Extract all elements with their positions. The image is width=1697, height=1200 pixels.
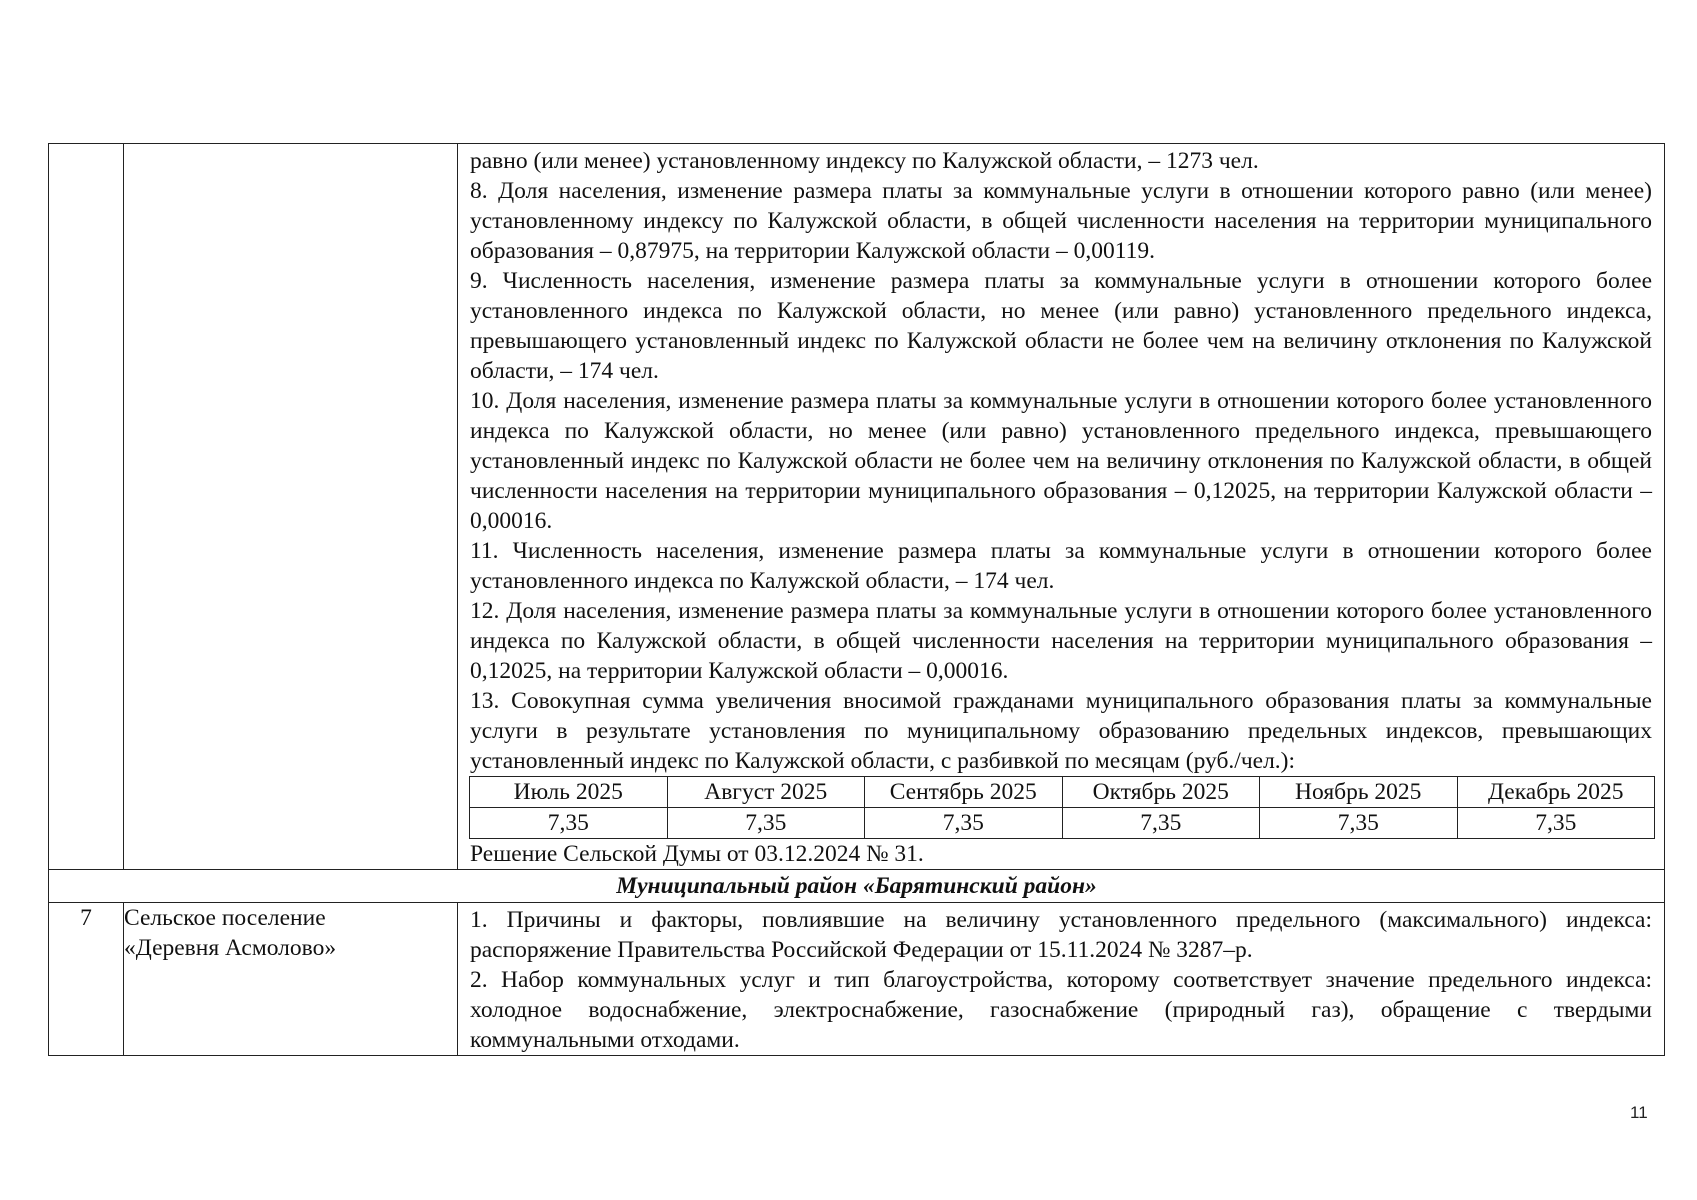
month-header: Август 2025 [667,777,865,808]
row-7-paragraph-2: 2. Набор коммунальных услуг и тип благоустройства, которому соответствует значение предельного индекса: холодное водоснабжение, электроснабжение, газоснабжение (природный газ), обращение с твердыми коммунальными отходами. [470,967,1652,1053]
month-value: 7,35 [865,808,1063,839]
continuation-row [49,144,1665,870]
paragraph-7-end: равно (или менее) установленному индексу по Калужской области, – 1273 чел. [470,148,1259,174]
month-header: Ноябрь 2025 [1260,777,1458,808]
row-7 [49,903,1665,1056]
municipality-name: «Деревня Асмолово» [124,935,337,961]
month-value: 7,35 [1062,808,1260,839]
paragraph-8: 8. Доля населения, изменение размера платы за коммунальные услуги в отношении которого равно (или менее) установленному индексу по Калужской области, в общей численности населения на территории муниципального образования – 0,87975, на территории Калужской области – 0,00119. [470,178,1652,264]
section-title: Муниципальный район «Барятинский район» [49,870,1665,903]
month-header: Июль 2025 [470,777,668,808]
month-value: 7,35 [470,808,668,839]
monthly-header-row [470,777,1655,808]
continuation-text [458,144,1664,869]
month-header: Декабрь 2025 [1457,777,1655,808]
paragraph-13: 13. Совокупная сумма увеличения вносимой гражданами муниципального образования платы за коммунальные услуги в результате установления по муниципальному образованию предельных индексов, превышающих установленный индекс по Калужской области, с разбивкой по месяцам (руб./чел.): [470,688,1652,774]
paragraph-9: 9. Численность населения, изменение размера платы за коммунальные услуги в отношении которого более установленного индекса по Калужской области, но менее (или равно) установленного предельного индекса, превышающего установленный индекс по Калужской области не более чем на величину отклонения по Калужской области, – 174 чел. [470,268,1652,384]
name-cell-empty [124,144,458,870]
row-7-text [458,903,1664,1055]
month-value: 7,35 [1260,808,1458,839]
number-cell-empty [49,144,124,870]
row-number: 7 [49,903,124,1056]
month-value: 7,35 [1457,808,1655,839]
monthly-increase-table [469,776,1655,839]
month-header: Сентябрь 2025 [865,777,1063,808]
decision-text: Решение Сельской Думы от 03.12.2024 № 31. [470,841,924,867]
paragraph-10: 10. Доля населения, изменение размера платы за коммунальные услуги в отношении которого более установленного индекса по Калужской области, но менее (или равно) установленного предельного индекса, превышающего установленный индекс по Калужской области не более чем на величину отклонения по Калужской области, в общей численности населения на территории муниципального образования – 0,12025, на территории Калужской области – 0,00016. [470,388,1652,534]
paragraph-12: 12. Доля населения, изменение размера платы за коммунальные услуги в отношении которого более установленного индекса по Калужской области, в общей численности населения на территории муниципального образования – 0,12025, на территории Калужской области – 0,00016. [470,598,1652,684]
municipality-name-cell [124,903,458,1056]
month-header: Октябрь 2025 [1062,777,1260,808]
indices-table [48,143,1665,1056]
paragraph-11: 11. Численность населения, изменение размера платы за коммунальные услуги в отношении которого более установленного индекса по Калужской области, – 174 чел. [470,538,1652,594]
month-value: 7,35 [667,808,865,839]
monthly-values-row [470,808,1655,839]
municipality-type: Сельское поселение [124,905,326,931]
page-number: 11 [1630,1103,1648,1122]
row-7-content-cell [458,903,1665,1056]
continuation-content-cell [458,144,1665,870]
row-7-paragraph-1: 1. Причины и факторы, повлиявшие на величину установленного предельного (максимального) индекса: распоряжение Правительства Российской Федерации от 15.11.2024 № 3287–р. [470,907,1652,963]
section-header-row [49,870,1665,903]
